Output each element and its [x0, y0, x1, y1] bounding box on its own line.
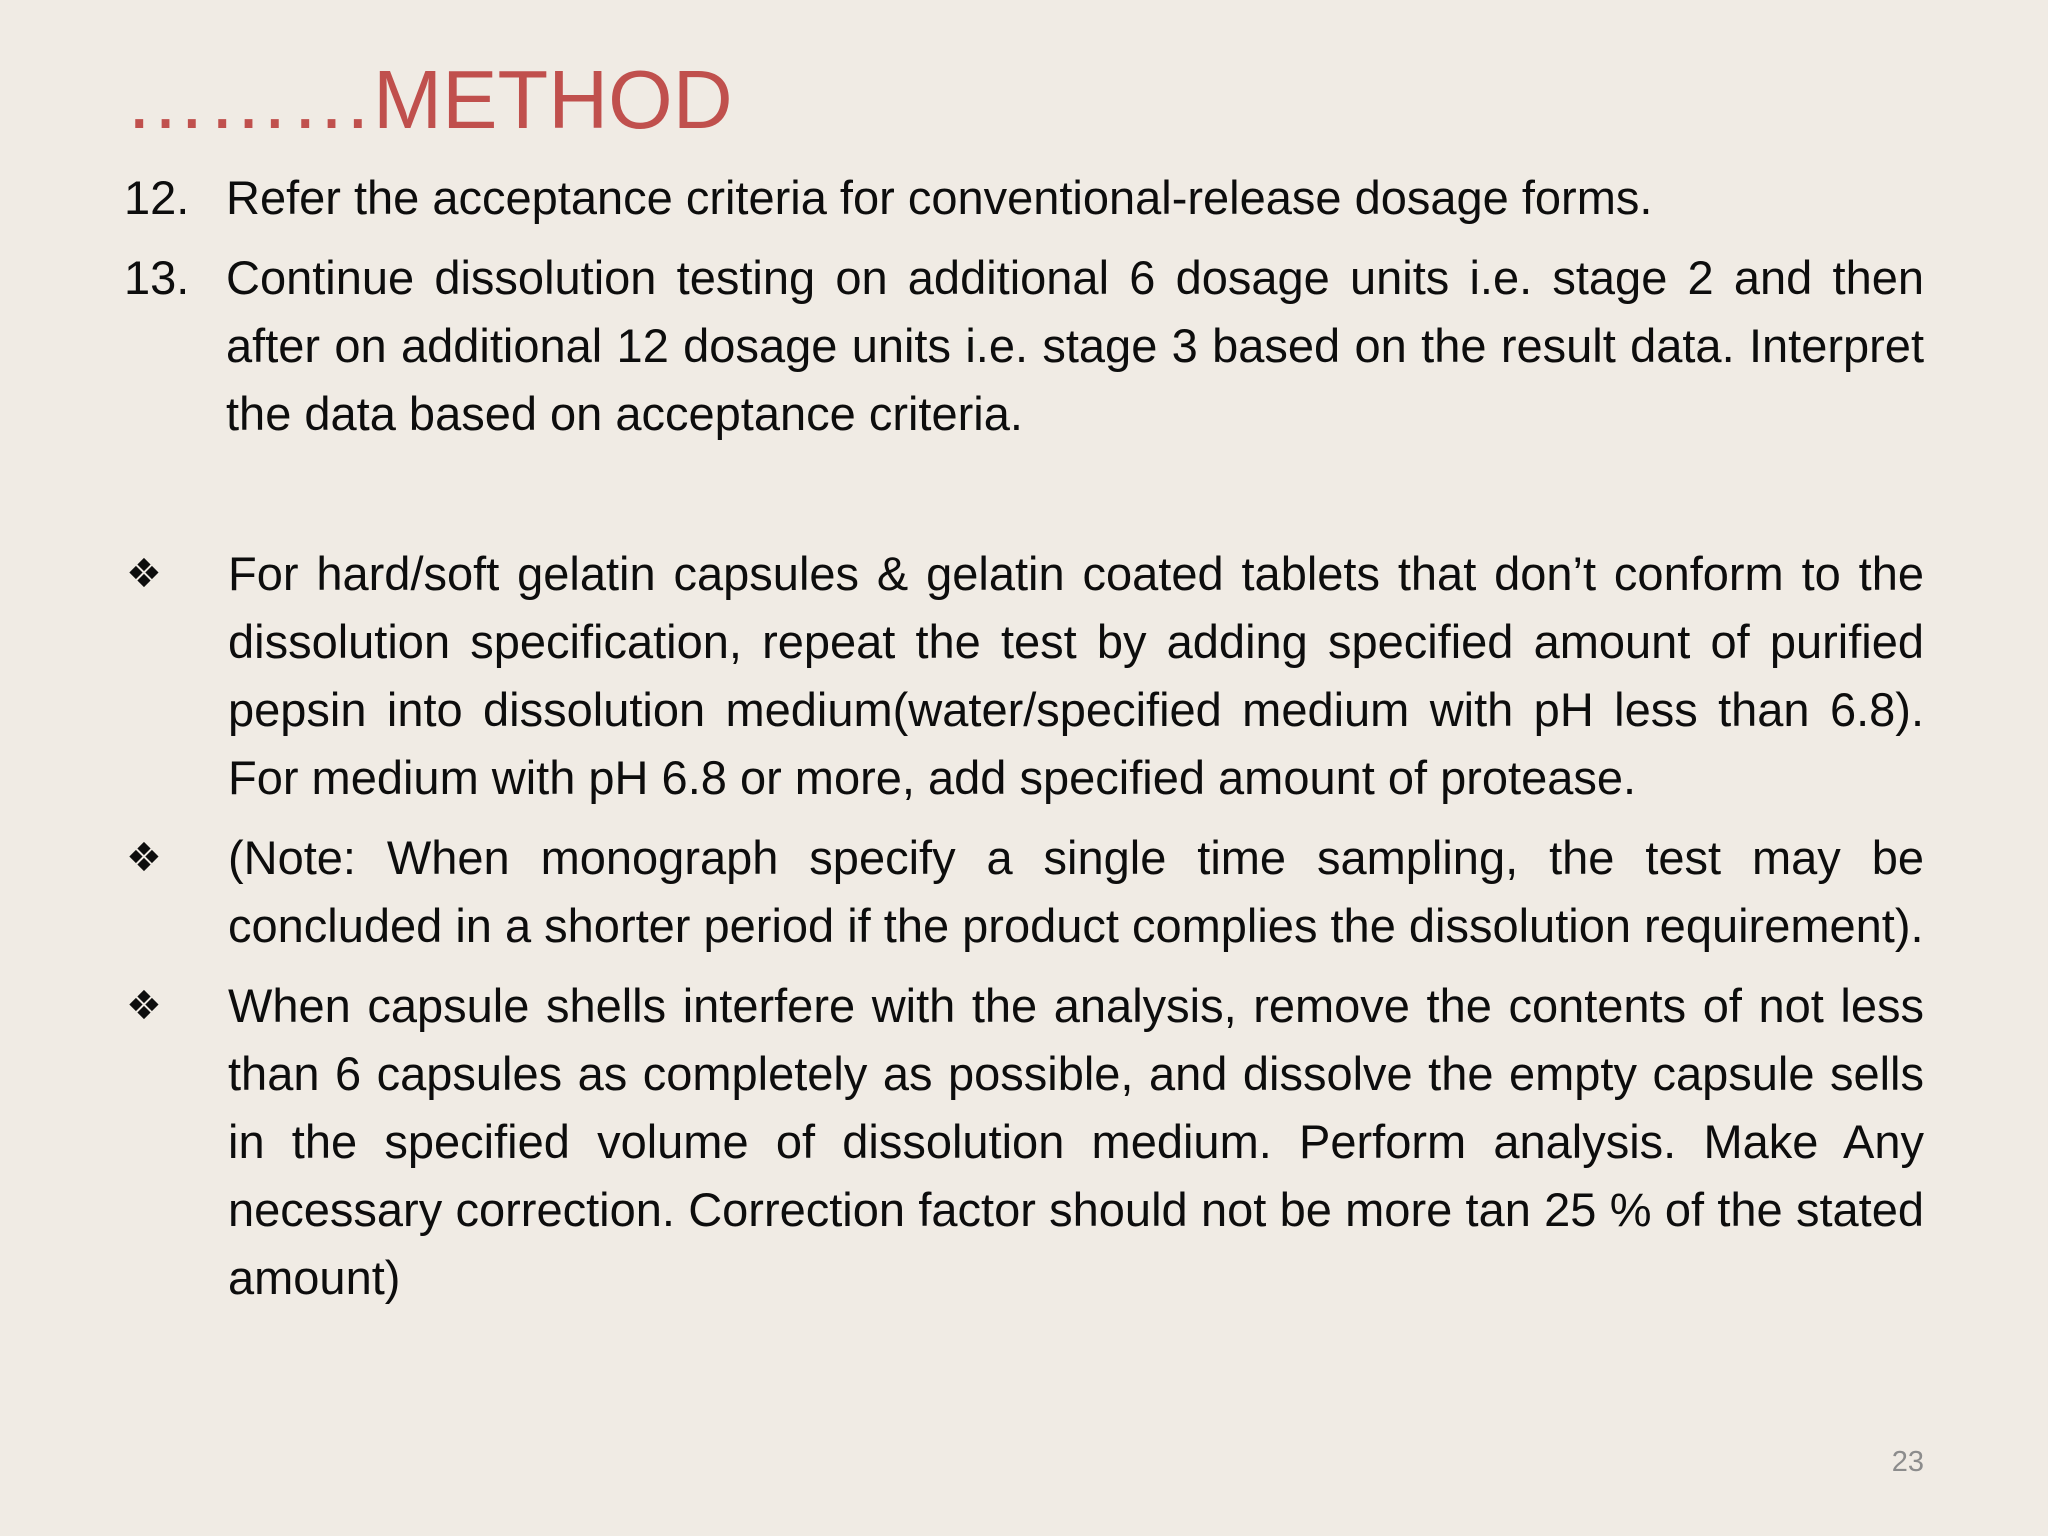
bullet-text: (Note: When monograph specify a single time sampling, the test may be concluded in a shorter period if the product complies the dissolution requirement). [228, 831, 1924, 952]
bullet-item [124, 824, 1924, 960]
bullet-item [124, 972, 1924, 1312]
bullet-text: For hard/soft gelatin capsules & gelatin coated tablets that don’t conform to the dissolution specification, repeat the test by adding specified amount of purified pepsin into dissolution medium(water/specified medium with pH less than 6.8). For medium with pH 6.8 or more, add specified amount of protease. [228, 547, 1924, 804]
diamond-bullet-icon: ❖ [126, 552, 162, 596]
bullet-item [124, 540, 1924, 812]
slide-content [124, 164, 1924, 1324]
item-text: Continue dissolution testing on additional 6 dosage units i.e. stage 2 and then after on additional 12 dosage units i.e. stage 3 based on the result data. Interpret the data based on acceptance criteria. [226, 251, 1924, 440]
bullet-text: When capsule shells interfere with the analysis, remove the contents of not less than 6 capsules as completely as possible, and dissolve the empty capsule sells in the specified volume of dissolution medium. Perform analysis. Make Any necessary correction. Correction factor should not be more tan 25 % of the stated amount) [228, 979, 1924, 1304]
numbered-item [124, 164, 1924, 232]
diamond-bullet-icon: ❖ [126, 836, 162, 880]
page-number: 23 [1891, 1446, 1924, 1478]
numbered-item [124, 244, 1924, 448]
item-number: 12. [124, 171, 190, 224]
slide-title: ………METHOD [124, 53, 733, 146]
spacer [124, 460, 1924, 540]
diamond-bullet-icon: ❖ [126, 984, 162, 1028]
item-number: 13. [124, 251, 190, 304]
item-text: Refer the acceptance criteria for conventional-release dosage forms. [226, 171, 1653, 224]
